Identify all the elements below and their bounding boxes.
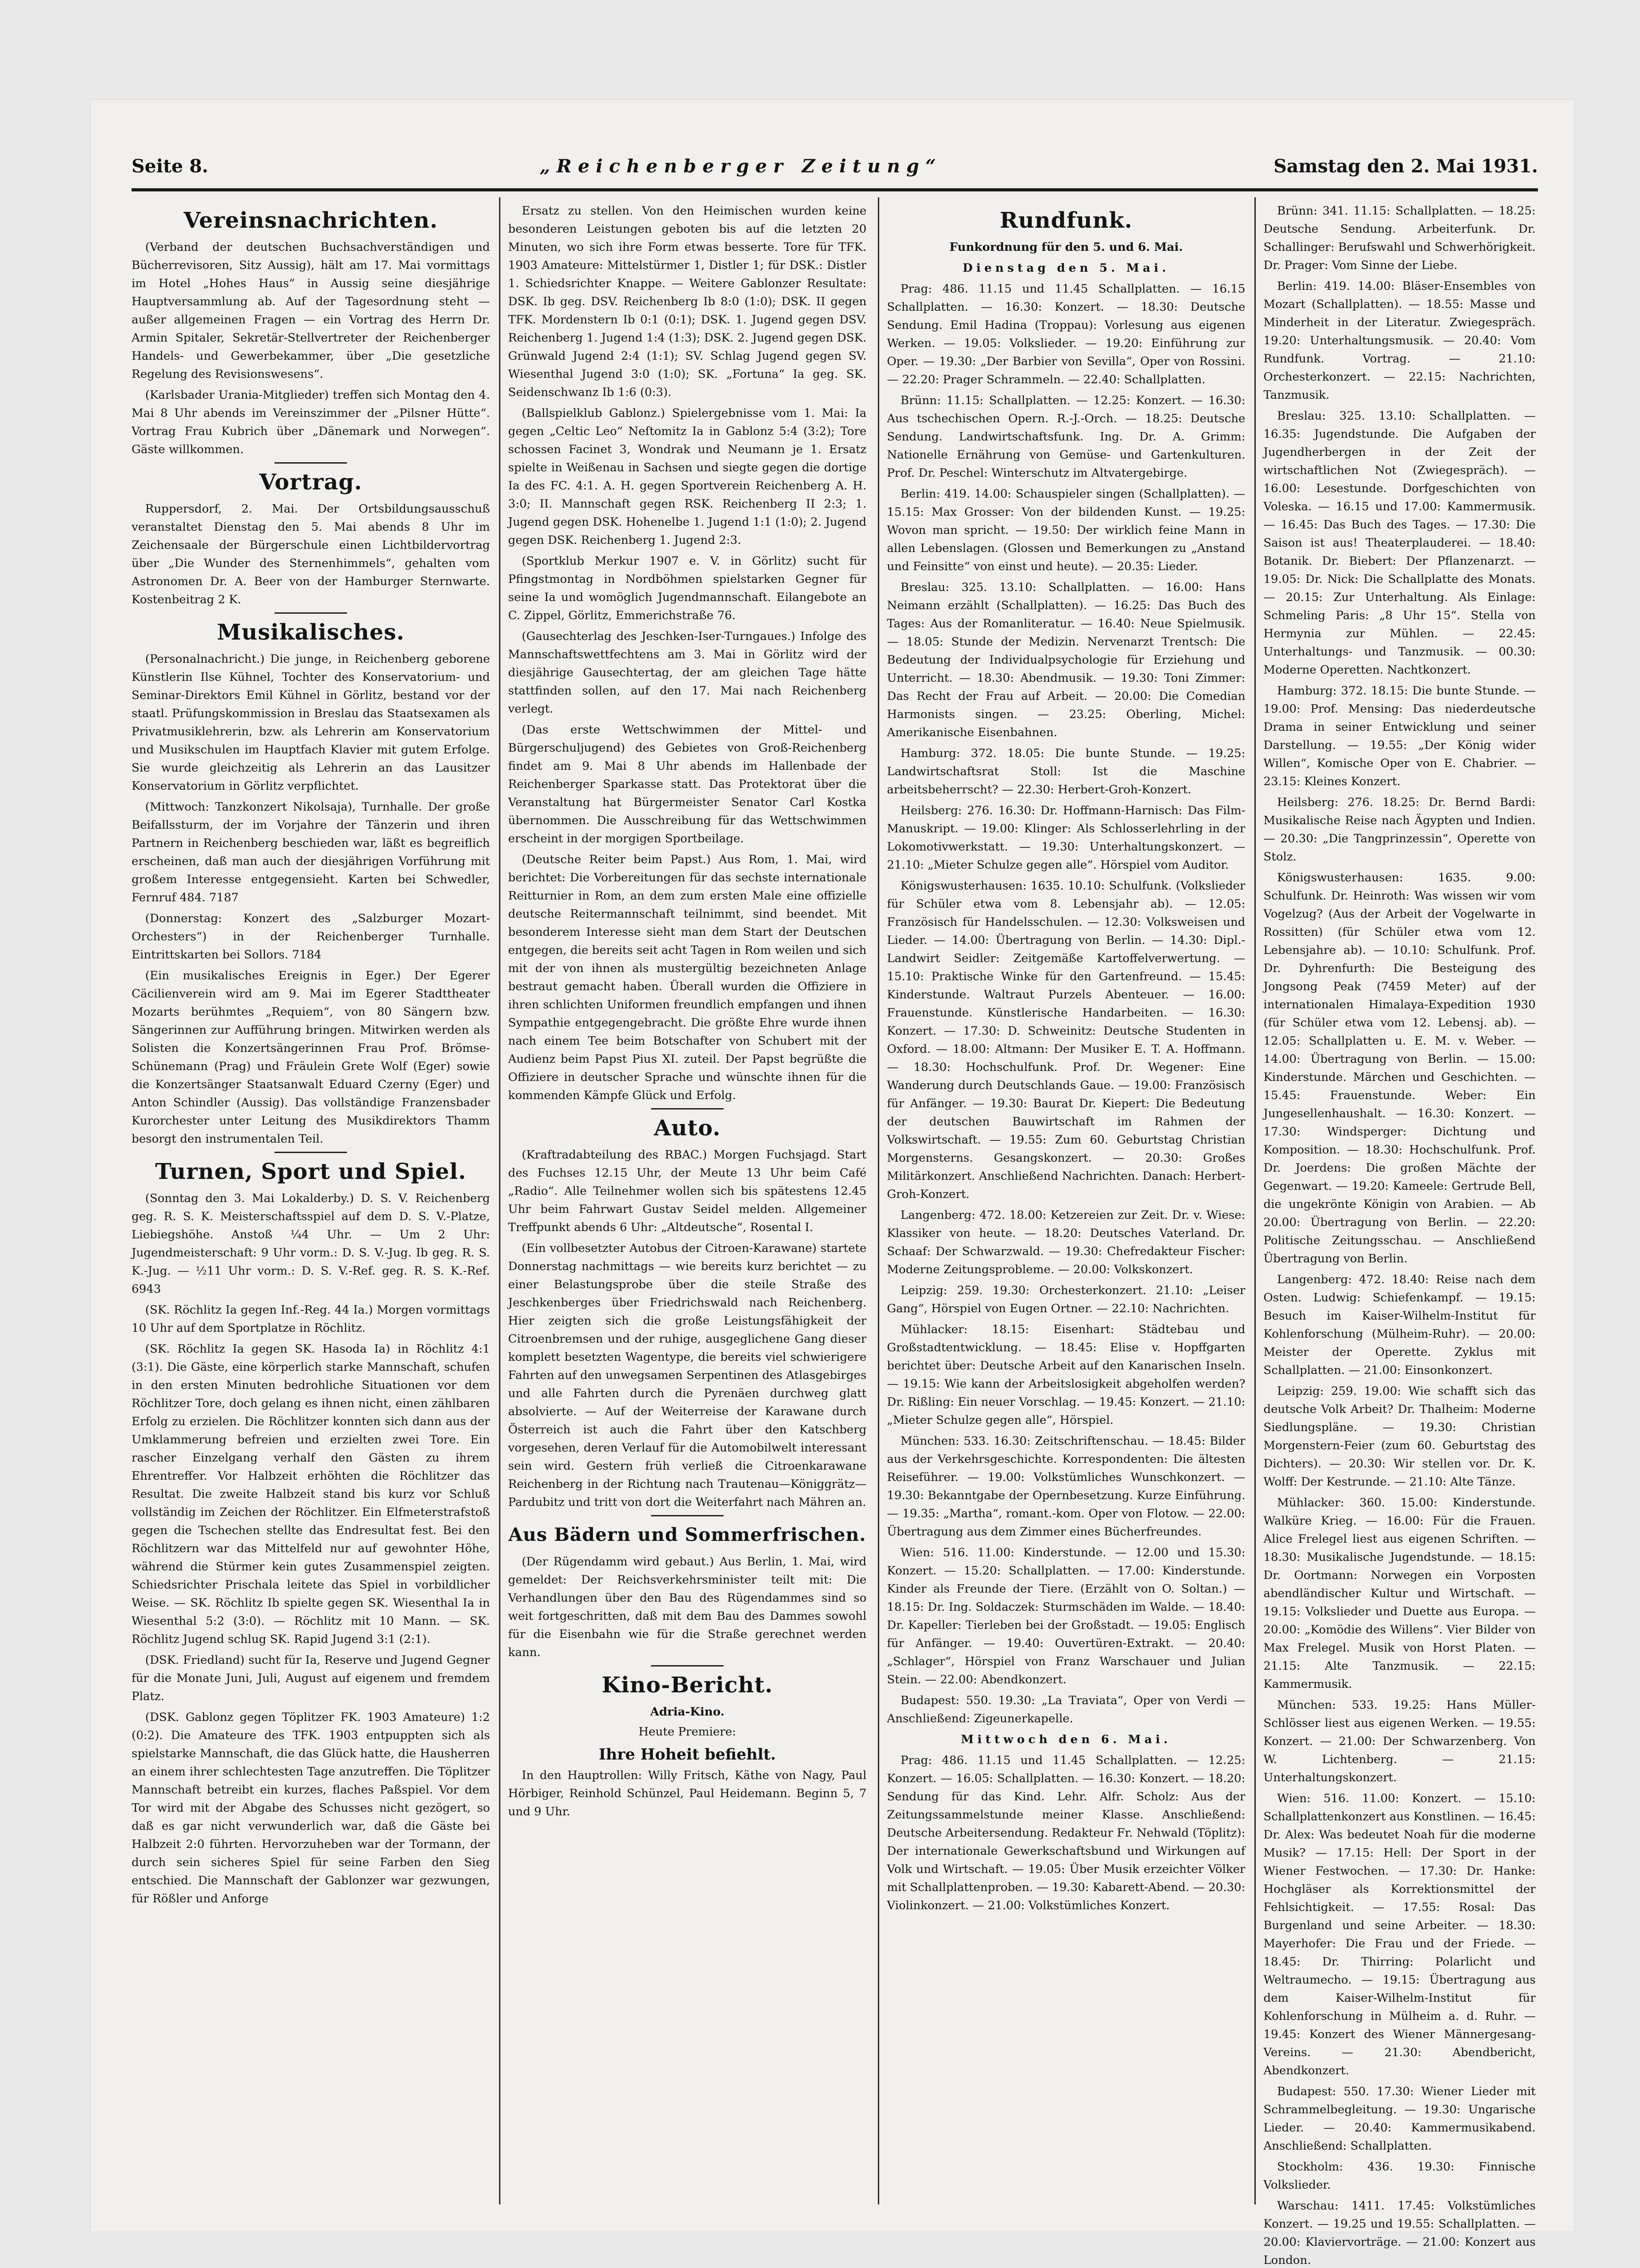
program-day-heading: Dienstag den 5. Mai. [962,261,1170,275]
cinema-name: Adria-Kino. [650,1705,725,1719]
article-paragraph: In den Hauptrollen: Willy Fritsch, Käthe von Nagy, Paul Hörbiger, Reinhold Schünzel, Paul Heidemann. Beginn 5, 7 und 9 Uhr. [508,1769,867,1818]
station-listing: Heilsberg: 276. 18.25: Dr. Bernd Bardi: Musikalische Reise nach Ägypten und Indien. — 20.30: „Die Tangprinzessin“, Operette von Stolz. [1263,796,1536,864]
newspaper-title: „Reichenberger Zeitung“ [539,156,942,177]
station-listing: München: 533. 16.30: Zeitschriftenschau. — 18.45: Bilder aus der Verkehrsgeschichte. Korrespondenten: Die ältesten Reiseführer. — 19.00: Volkstümliches Wunschkonzert. — 19.30: Bekanntgabe der Opernbesetzung. Kurze Einführung. — 19.35: „Martha“, romant.-kom. Oper von Flotow. — 22.00: Übertragung aus dem Zimmer eines Bücherfreundes. [887,1434,1245,1539]
column-3 [887,202,1245,2214]
station-listing: Leipzig: 259. 19.30: Orchesterkonzert. 21.10: „Leiser Gang“, Hörspiel von Eugen Ortner. — 22.10: Nachrichten. [887,1284,1245,1315]
station-listing: Hamburg: 372. 18.15: Die bunte Stunde. — 19.00: Prof. Mensing: Das niederdeutsche Drama in seiner Entwicklung und seiner Darstellung. — 19.55: „Der König wider Willen“, Komische Oper von E. Chabrier. — 23.15: Kleines Konzert. [1263,684,1536,788]
station-listing: Wien: 516. 11.00: Konzert. — 15.10: Schallplattenkonzert aus Konstlinen. — 16.45: Dr. Alex: Was bedeutet Noah für die moderne Musik? — 17.15: Hell: Der Sport in der Wiener Festwochen. — 17.30: Dr. Hanke: Hochgläser als Korrektionsmittel der Fehlsichtigkeit. — 17.55: Rosal: Das Burgenland und seine Arbeiter. — 18.30: Mayerhofer: Die Frau und der Friede. — 18.45: Dr. Thirring: Polarlicht und Weltraumecho. — 19.15: Übertragung aus dem Kaiser-Wilhelm-Institut für Kohlenforschung in Mülheim a. d. Ruhr. — 19.45: Konzert des Wiener Männergesang-Vereins. — 21.30: Abendbericht, Abendkonzert. [1263,1792,1536,2077]
station-listing: Budapest: 550. 19.30: „La Traviata“, Oper von Verdi — Anschließend: Zigeunerkapelle. [887,1694,1245,1725]
article-paragraph: (SK. Röchlitz Ia gegen SK. Hasoda Ia) in Röchlitz 4:1 (3:1). Die Gäste, eine körperlich starke Mannschaft, schufen in den ersten Minuten bedrohliche Situationen vor dem Röchlitzer Tore, doch gelang es ihnen nicht, einen zählbaren Erfolg zu erzielen. Die Röchlitzer konnten sich dann aus der Umklammerung befreien und erzielten zwei Tore. Ein rascher Einzelgang verhalf den Gästen zu ihrem Ehrentreffer. Vor Halbzeit erhöhten die Röchlitzer das Resultat. Die zweite Halbzeit stand bis kurz vor Schluß vollständig im Zeichen der Röchlitzer. Ein Elfmeterstrafstoß gegen die Tschechen stellte das Endresultat fest. Bei den Röchlitzern war das Mittelfeld nur auf gewohnter Höhe, während die Stürmer kein gutes Zusammenspiel zeigten. Schiedsrichter Prischala leitete das Spiel in vorbildlicher Weise. — SK. Röchlitz Ib spielte gegen SK. Wiesenthal Ia in Wiesenthal 5:2 (3:0). — Röchlitz mit 10 Mann. — SK. Röchlitz Jugend schlug SK. Rapid Jugend 3:1 (2:1). [132,1342,490,1646]
section-divider [274,462,347,464]
article-paragraph: (Das erste Wettschwimmen der Mittel- und Bürgerschuljugend) des Gebietes von Groß-Reichenberg findet am 9. Mai 8 Uhr abends im Hallenbade der Reichenberger Sparkasse statt. Das Protektorat über die Veranstaltung hat Bürgermeister Senator Carl Kostka übernommen. Die Ausschreibung für das Wettschwimmen erscheint in der morgigen Sportbeilage. [508,723,867,846]
program-subheading: Funkordnung für den 5. und 6. Mai. [949,240,1183,254]
section-divider [651,1108,724,1110]
column-1 [132,202,490,2214]
article-paragraph: (Sportklub Merkur 1907 e. V. in Görlitz) sucht für Pfingstmontag in Nordböhmen spielstarken Gegner für seine Ia und womöglich Jugendmannschaft. Eilangebote an C. Zippel, Görlitz, Emmerichstraße 76. [508,554,867,622]
station-listing: Königswusterhausen: 1635. 10.10: Schulfunk. (Volkslieder für Schüler etwa vom 8. Lebensjahr ab). — 12.05: Französisch für Handelsschulen. — 12.30: Volksweisen und Lieder. — 14.00: Übertragung von Berlin. — 14.30: Dipl.-Landwirt Seidler: Zeitgemäße Kartoffelverwertung. — 15.10: Praktische Winke für den Gartenfreund. — 15.45: Kinderstunde. Waltraut Purzels Abenteuer. — 16.00: Frauenstunde. Künstlerische Handarbeiten. — 16.30: Konzert. — 17.30: D. Schweinitz: Deutsche Studenten in Oxford. — 18.00: Altmann: Der Musiker E. T. A. Hoffmann. — 18.30: Hochschulfunk. Prof. Dr. Wegener: Eine Wanderung durch Deutschlands Gaue. — 19.00: Französisch für Anfänger. — 19.30: Baurat Dr. Kiepert: Die Bedeutung der deutschen Bauwirtschaft im Rahmen der Volkswirtschaft. — 19.55: Zum 60. Geburtstag Christian Morgensterns. Gesangskonzert. — 20.30: Großes Militärkonzert. Anschließend Nachrichten. Danach: Herbert-Groh-Konzert. [887,879,1245,1201]
section-heading-baeder: Aus Bädern und Sommerfrischen. [508,1524,867,1545]
section-divider [274,612,347,614]
article-paragraph: (DSK. Friedland) sucht für Ia, Reserve und Jugend Gegner für die Monate Juni, Juli, August auf eigenem und fremdem Platz. [132,1653,490,1703]
station-listing: München: 533. 19.25: Hans Müller-Schlösser liest aus eigenen Werken. — 19.55: Konzert. — 21.00: Der Schwarzenberg. Von W. Lichtenberg. — 21.15: Unterhaltungskonzert. [1263,1698,1536,1784]
section-heading-musikalisches: Musikalisches. [217,620,405,645]
station-listing: Breslau: 325. 13.10: Schallplatten. — 16.00: Hans Neimann erzählt (Schallplatten). — 16.25: Das Buch des Tages: Aus der Romanliteratur. — 16.40: Neue Spielmusik. — 18.05: Stunde der Medizin. Nervenarzt Trentsch: Die Bedeutung der Individualpsychologie für Erziehung und Unterricht. — 18.30: Abendmusik. — 19.30: Toni Zimmer: Das Recht der Frau auf Arbeit. — 20.00: Die Comedian Harmonists singen. — 23.25: Oberling, Michel: Amerikanische Eisenbahnen. [887,581,1245,739]
station-listing: Brünn: 341. 11.15: Schallplatten. — 18.25: Deutsche Sendung. Arbeiterfunk. Dr. Schallinger: Berufswahl und Schwerhörigkeit. Dr. Prager: Vom Sinne der Liebe. [1263,204,1536,272]
section-divider [651,1665,724,1667]
column-2 [508,202,867,2214]
section-divider [274,1152,347,1153]
column-4 [1263,202,1536,2267]
station-listing: Heilsberg: 276. 16.30: Dr. Hoffmann-Harnisch: Das Film-Manuskript. — 19.00: Klinger: Als Schlosserlehrling in der Lokomotivwerkstatt. — 19.30: Unterhaltungskonzert. — 21.10: „Mieter Schulze gegen alle“. Hörspiel vom Auditor. [887,804,1245,872]
article-paragraph: (SK. Röchlitz Ia gegen Inf.-Reg. 44 Ia.) Morgen vormittags 10 Uhr auf dem Sportplatze in Röchlitz. [132,1303,490,1335]
article-paragraph: Ersatz zu stellen. Von den Heimischen wurden keine besonderen Leistungen geboten bis auf die letzten 20 Minuten, wo sich ihre Form etwas besserte. Tore für TFK. 1903 Amateure: Mittelstürmer 1, Distler 1; für DSK.: Distler 1. Schiedsrichter Knappe. — Weitere Gablonzer Resultate: DSK. Ib geg. DSV. Reichenberg Ib 8:0 (1:0); DSK. II gegen TFK. Mordenstern Ib 0:1 (0:1); DSK. 1. Jugend gegen DSV. Reichenberg 1. Jugend 1:4 (1:3); DSK. 2. Jugend gegen DSK. Grünwald Jugend 2:4 (1:1); SV. Schlag Jugend gegen SV. Wiesenthal Jugend 3:0 (1:0); SK. „Fortuna“ Ia geg. SK. Seidenschwanz Ib 1:6 (0:3). [508,204,867,399]
station-listing: Prag: 486. 11.15 und 11.45 Schallplatten. — 16.15 Schallplatten. — 16.30: Konzert. — 18.30: Deutsche Sendung. Emil Hadina (Troppau): Vorlesung aus eigenen Werken. — 19.05: Volkslieder. — 19.20: Einführung zur Oper. — 19.30: „Der Barbier von Sevilla“, Oper von Rossini. — 22.20: Prager Schrammeln. — 22.40: Schallplatten. [887,282,1245,386]
section-heading-rundfunk: Rundfunk. [999,208,1133,233]
station-listing: Brünn: 11.15: Schallplatten. — 12.25: Konzert. — 16.30: Aus tschechischen Opern. R.-J.-Orch. — 18.25: Deutsche Sendung. Landwirtschaftsfunk. Ing. Dr. A. Grimm: Nationelle Ernährung von Gemüse- und Gartenkulturen. Prof. Dr. Peschel: Winterschutz im Altvatergebirge. [887,394,1245,480]
station-listing: Warschau: 1411. 17.45: Volkstümliches Konzert. — 19.25 und 19.55: Schallplatten. — 20.00: Klaviervorträge. — 21.00: Konzert aus London. [1263,2199,1536,2267]
article-paragraph: (Gausechterlag des Jeschken-Iser-Turngaues.) Infolge des Mannschaftswettfechtens am 3. Mai in Görlitz wird der diesjährige Gausechtertag, der am gleichen Tage hätte stattfinden sollen, auf den 17. Mai nach Reichenberg verlegt. [508,630,867,716]
section-heading-vereinsnachrichten: Vereinsnachrichten. [183,208,438,233]
article-paragraph: (Mittwoch: Tanzkonzert Nikolsaja), Turnhalle. Der große Beifallssturm, der im Vorjahre der Tänzerin und ihren Partnern in Reichenberg beschieden war, läßt es begreiflich erscheinen, daß man auch der diesjährigen Vorführung mit großem Interesse entgegensieht. Karten bei Schwedler, Fernruf 484. 7187 [132,800,490,904]
station-listing: Mühlacker: 360. 15.00: Kinderstunde. Walküre Krieg. — 16.00: Für die Frauen. Alice Frelegel liest aus eigenen Schriften. — 18.30: Musikalische Jugendstunde. — 18.15: Dr. Oortmann: Norwegen ein Vorposten abendländischer Kultur und Wirtschaft. — 19.15: Volkslieder und Duette aus Europa. — 20.00: „Komödie des Willens“. Vier Bilder von Max Frelegel. Musik von Horst Platen. — 21.15: Alte Tanzmusik. — 22.15: Kammermusik. [1263,1496,1536,1691]
section-heading-vortrag: Vortrag. [259,469,362,495]
film-title: Ihre Hoheit befiehlt. [598,1745,776,1764]
station-listing: Berlin: 419. 14.00: Schauspieler singen (Schallplatten). — 15.15: Max Grosser: Von der bildenden Kunst. — 19.25: Wovon man spricht. — 19.50: Der wirklich feine Mann in allen Lebenslagen. (Glossen und Bemerkungen zu „Anstand und Feinsitte“ von einst und heute). — 20.35: Lieder. [887,487,1245,573]
station-listing: Breslau: 325. 13.10: Schallplatten. — 16.35: Jugendstunde. Die Aufgaben der Jugendherbergen in der Zeit der wirtschaftlichen Not (Zwiegespräch). — 16.00: Lesestunde. Dorfgeschichten von Voleska. — 16.15 und 17.00: Kammermusik. — 16.45: Das Buch des Tages. — 17.30: Die Saison ist aus! Theaterplauderei. — 18.40: Botanik. Dr. Biebert: Der Pflanzenarzt. — 19.05: Dr. Nick: Die Schallplatte des Monats. — 20.15: Zur Unterhaltung. Als Einlage: Schmeling Paris: „8 Uhr 15“. Stella von Hermynia zur Mühlen. — 22.45: Unterhaltungs- und Tanzmusik. — 00.30: Moderne Operetten. Nachtkonzert. [1263,409,1536,677]
premiere-label: Heute Premiere: [638,1725,736,1739]
page-header [132,150,1538,177]
station-listing: Stockholm: 436. 19.30: Finnische Volkslieder. [1263,2160,1536,2192]
station-listing: Königswusterhausen: 1635. 9.00: Schulfunk. Dr. Heinroth: Was wissen wir vom Vogelzug? (Aus der Arbeit der Vogelwarte in Rossitten) (für Schüler etwa vom 12. Lebensjahre ab). — 10.10: Schulfunk. Prof. Dr. Dyhrenfurth: Die Besteigung des Jongsong Peak (7459 Meter) auf der internationalen Himalaya-Expedition 1930 (für Schüler etwa vom 12. Lebensj. ab). — 12.05: Schallplatten u. E. M. v. Weber. — 14.00: Übertragung von Berlin. — 15.00: Kinderstunde. Märchen und Geschichten. — 15.45: Frauenstunde. Weber: Ein Jungesellenhaushalt. — 16.30: Konzert. — 17.30: Windsperger: Dichtung und Komposition. — 18.30: Hochschulfunk. Prof. Dr. Joerdens: Die großen Mächte der Gegenwart. — 19.20: Kameele: Gertrude Bell, die ungekrönte Königin von Arabien. — Ab 20.00: Übertragung von Berlin. — 22.20: Politische Zeitungsschau. — Anschließend Übertragung von Berlin. [1263,871,1536,1266]
station-listing: Langenberg: 472. 18.40: Reise nach dem Osten. Ludwig: Schiefenkampf. — 19.15: Besuch im Kaiser-Wilhelm-Institut für Kohlenforschung (Mülheim-Ruhr). — 20.00: Meister der Operette. Zyklus mit Schallplatten. — 21.00: Einsonkonzert. [1263,1273,1536,1377]
article-paragraph: (Personalnachricht.) Die junge, in Reichenberg geborene Künstlerin Ilse Kühnel, Tochter des Konservatorium- und Seminar-Direktors Emil Kühnel in Görlitz, bestand vor der staatl. Prüfungskommission in Breslau das Staatsexamen als Privatmusiklehrerin, bzw. als Lehrerin am Konservatorium und Musikschulen im Hauptfach Klavier mit gutem Erfolge. Sie wurde gleichzeitig als Lehrerin an das Lausitzer Konservatorium in Görlitz verpflichtet. [132,652,490,793]
article-paragraph: (Ballspielklub Gablonz.) Spielergebnisse vom 1. Mai: Ia gegen „Celtic Leo“ Neſtomitz Ia in Gablonz 5:4 (3:2); Tore schossen Facinet 3, Wondrak und Neumann je 1. Ersatz spielte in Weißenau in Sachsen und siegte gegen die dortige Ia des FC. 4:1. A. H. gegen Sportverein Reichenberg A. H. 3:0; II. Mannschaft gegen RSK. Reichenberg II 2:3; 1. Jugend gegen DSK. Hohenelbe 1. Jugend 1:1 (1:0); 2. Jugend gegen DSK. Reichenberg 1. Jugend 2:3. [508,406,867,547]
station-listing: Mühlacker: 18.15: Eisenhart: Städtebau und Großstadtentwicklung. — 18.45: Elise v. Hopffgarten berichtet über: Deutsche Arbeit auf den Kanarischen Inseln. — 19.15: Wie kann der Arbeitslosigkeit abgeholfen werden? Dr. Rißling: Ein neuer Vorschlag. — 19.45: Konzert. — 21.10: „Mieter Schulze gegen alle“, Hörspiel. [887,1323,1245,1427]
section-heading-auto: Auto. [654,1115,721,1141]
column-divider [878,197,879,2204]
program-day-heading: Mittwoch den 6. Mai. [961,1733,1171,1746]
column-divider [499,197,500,2204]
station-listing: Langenberg: 472. 18.00: Ketzereien zur Zeit. Dr. v. Wiese: Klassiker von heute. — 18.20: Deutsches Vaterland. Dr. Schaaf: Der Schwarzwald. — 19.30: Chefredakteur Fischer: Moderne Zeitungsprobleme. — 20.00: Volkskonzert. [887,1208,1245,1276]
article-paragraph: (Ein vollbesetzter Autobus der Citroen-Karawane) startete Donnerstag nachmittags — wie bereits kurz berichtet — zu einer Belastungsprobe über die steile Straße des Jeschkenberges über Friedrichswald nach Reichenberg. Hier zeigten sich die große Leistungsfähigkeit der Citroenbremsen und der ruhige, ausgeglichene Gang dieser komplett besetzten Wagentype, die bereits viel schwierigere Fahrten auf den unwegsamen Serpentinen des Atlasgebirges und alle Fahrten durch die Pyrenäen durchweg glatt absolvierte. — Auf der Weiterreise der Karawane durch Österreich ist auch die Fahrt über den Katschberg vorgesehen, deren Verlauf für die Automobilwelt interessant sein wird. Gestern früh verließ die Citroenkarawane Reichenberg in der Richtung nach Trautenau—Königgrätz—Pardubitz und tritt von dort die Weiterfahrt nach Mähren an. [508,1242,867,1509]
article-paragraph: (Ein musikalisches Ereignis in Eger.) Der Egerer Cäcilienverein wird am 9. Mai im Egerer Stadttheater Mozarts berühmtes „Requiem“, von 80 Sängern bzw. Sängerinnen zur Aufführung bringen. Mitwirken werden als Solisten die Konzertsängerinnen Frau Prof. Brömse-Schünemann (Prag) und Fräulein Grete Wolf (Eger) sowie die Konzertsänger Staatsanwalt Eduard Czerny (Eger) und Anton Schindler (Aussig). Das vollständige Franzensbader Kurorchester unter Leitung des Musikdirektors Thamm besorgt den instrumentalen Teil. [132,969,490,1146]
article-paragraph: (DSK. Gablonz gegen Töplitzer FK. 1903 Amateure) 1:2 (0:2). Die Amateure des TFK. 1903 entpuppten sich als spielstarke Mannschaft, die das Glück hatte, die Hausherren an einem ihrer schlechtesten Tage anzutreffen. Die Töplitzer Mannschaft betreibt ein kurzes, flaches Paßspiel. Vor dem Tor wird mit der Abgabe des Schusses nicht gezögert, so daß es gar nicht verwunderlich war, daß die Gäste bei Halbzeit 2:0 führten. Hervorzuheben war der Tormann, der durch sein sicheres Spiel für seine Farben den Sieg entschied. Die Mannschaft der Gablonzer war gezwungen, für Rößler und Anforge [132,1711,490,1906]
station-listing: Prag: 486. 11.15 und 11.45 Schallplatten. — 12.25: Konzert. — 16.05: Schallplatten. — 16.30: Konzert. — 18.20: Sendung für das Kind. Lehr. Alfr. Scholz: Aus der Zeitungssammelstunde meiner Klasse. Anschließend: Deutsche Arbeitersendung. Redakteur Fr. Nehwald (Töplitz): Der internationale Gewerkschaftsbund und Wirkungen auf Volk und Wirtschaft. — 19.05: Über Musik erzeichter Völker mit Schallplattenproben. — 19.30: Kabarett-Abend. — 20.30: Violinkonzert. — 21.00: Volkstümliches Konzert. [887,1754,1245,1912]
article-paragraph: (Karlsbader Urania-Mitglieder) treffen sich Montag den 4. Mai 8 Uhr abends im Vereinszimmer der „Pilsner Hütte“. Vortrag Frau Kubrich über „Dänemark und Norwegen“. Gäste willkommen. [132,388,490,456]
newspaper-page [91,100,1574,2267]
header-rule [132,188,1538,191]
article-paragraph: (Der Rügendamm wird gebaut.) Aus Berlin, 1. Mai, wird gemeldet: Der Reichsverkehrsminister teilt mit: Die Verhandlungen über den Bau des Rügendammes sind so weit fortgeschritten, daß mit dem Bau des Dammes sowohl für die Eisenbahn wie für die Straße gerechnet werden kann. [508,1555,867,1659]
section-heading-kino: Kino-Bericht. [602,1672,773,1698]
article-paragraph: (Verband der deutschen Buchsachverständigen und Bücherrevisoren, Sitz Aussig), hält am 17. Mai vormittags im Hotel „Hohes Haus“ in Aussig seine diesjährige Hauptversammlung ab. Auf der Tagesordnung steht — außer allgemeinen Fragen — ein Vortrag des Herrn Dr. Armin Spitaler, Sekretär-Stellvertreter der Reichenberger Handels- und Gewerbekammer, über „Die gesetzliche Regelung des Revisionswesens“. [132,240,490,381]
section-divider [651,1515,724,1516]
page-number: Seite 8. [132,156,209,177]
station-listing: Leipzig: 259. 19.00: Wie schafft sich das deutsche Volk Arbeit? Dr. Thalheim: Moderne Siedlungspläne. — 19.30: Christian Morgenstern-Feier (zum 60. Geburtstag des Dichters). — 20.30: Wir stellen vor. Dr. K. Wolff: Der Kestrunde. — 21.10: Alte Tänze. [1263,1384,1536,1489]
article-paragraph: Ruppersdorf, 2. Mai. Der Ortsbildungsausschuß veranstaltet Dienstag den 5. Mai abends 8 Uhr im Zeichensaale der Bürgerschule einen Lichtbildervortrag über „Die Wunder des Sternenhimmels“, gehalten vom Astronomen Dr. A. Beer von der Hamburger Sternwarte. Kostenbeitrag 2 K. [132,502,490,606]
article-paragraph: (Deutsche Reiter beim Papst.) Aus Rom, 1. Mai, wird berichtet: Die Vorbereitungen für das sechste internationale Reitturnier in Rom, an dem zum ersten Male eine offizielle deutsche Reitermannschaft teilnimmt, sind beendet. Mit besonderem Interesse sieht man dem Start der Deutschen entgegen, die bereits seit acht Tagen in Rom weilen und sich mit der von ihnen als mustergültig bezeichneten Anlage bestraut gemacht haben. Überall wurden die Offiziere in ihren schlichten Uniformen freundlich empfangen und ihnen Sympathie entgegengebracht. Die größte Ehre wurde ihnen nach einem Tee beim Botschafter von Schubert mit der Audienz beim Papst Pius XI. zuteil. Der Papst begrüßte die Offiziere in deutscher Sprache und wünschte ihnen für die kommenden Kämpfe Glück und Erfolg. [508,853,867,1102]
article-paragraph: (Sonntag den 3. Mai Lokalderby.) D. S. V. Reichenberg geg. R. S. K. Meisterschaftsspiel auf dem D. S. V.-Platze, Liebiegshöhe. Anstoß ¼4 Uhr. — Um 2 Uhr: Jugendmeisterschaft: 9 Uhr vorm.: D. S. V.-Jug. Ib geg. R. S. K.-Jug. — ½11 Uhr vorm.: D. S. V.-Ref. geg. R. S. K.-Ref. 6943 [132,1192,490,1296]
station-listing: Wien: 516. 11.00: Kinderstunde. — 12.00 und 15.30: Konzert. — 15.20: Schallplatten. — 17.00: Kinderstunde. Kinder als Freunde der Tiere. (Erzählt von O. Soltan.) — 18.15: Dr. Ing. Soldaczek: Sturmschäden im Walde. — 18.40: Dr. Kapeller: Tierleben bei der Großstadt. — 19.05: Englisch für Anfänger. — 19.40: Ouvertüren-Extrakt. — 20.40: „Schlager“, Hörspiel von Franz Warschauer und Julian Stein. — 22.00: Abendkonzert. [887,1546,1245,1686]
issue-date: Samstag den 2. Mai 1931. [1273,156,1538,177]
station-listing: Hamburg: 372. 18.05: Die bunte Stunde. — 19.25: Landwirtschaftsrat Stoll: Ist die Maschine arbeitsbeherrscht? — 22.30: Herbert-Groh-Konzert. [887,747,1245,797]
article-paragraph: (Donnerstag: Konzert des „Salzburger Mozart-Orchesters“) in der Reichenberger Turnhalle. Eintrittskarten bei Sollors. 7184 [132,912,490,962]
article-paragraph: (Kraftradabteilung des RBAC.) Morgen Fuchsjagd. Start des Fuchses 12.15 Uhr, der Meute 13 Uhr beim Café „Radio“. Alle Teilnehmer wollen sich bis spätestens 12.45 Uhr beim Fahrwart Gustav Seidel melden. Allgemeiner Treffpunkt abends 6 Uhr: „Altdeutsche“, Rosental I. [508,1148,867,1234]
station-listing: Budapest: 550. 17.30: Wiener Lieder mit Schrammelbegleitung. — 19.30: Ungarische Lieder. — 20.40: Kammermusikabend. Anschließend: Schallplatten. [1263,2085,1536,2153]
section-heading-turnen: Turnen, Sport und Spiel. [155,1159,466,1184]
column-divider [1254,197,1256,2204]
station-listing: Berlin: 419. 14.00: Bläser-Ensembles von Mozart (Schallplatten). — 18.55: Masse und Minderheit in der Literatur. Zwiegespräch. 19.20: Unterhaltungsmusik. — 20.40: Vom Rundfunk. Vortrag. — 21.10: Orchesterkonzert. — 22.15: Nachrichten, Tanzmusik. [1263,279,1536,402]
